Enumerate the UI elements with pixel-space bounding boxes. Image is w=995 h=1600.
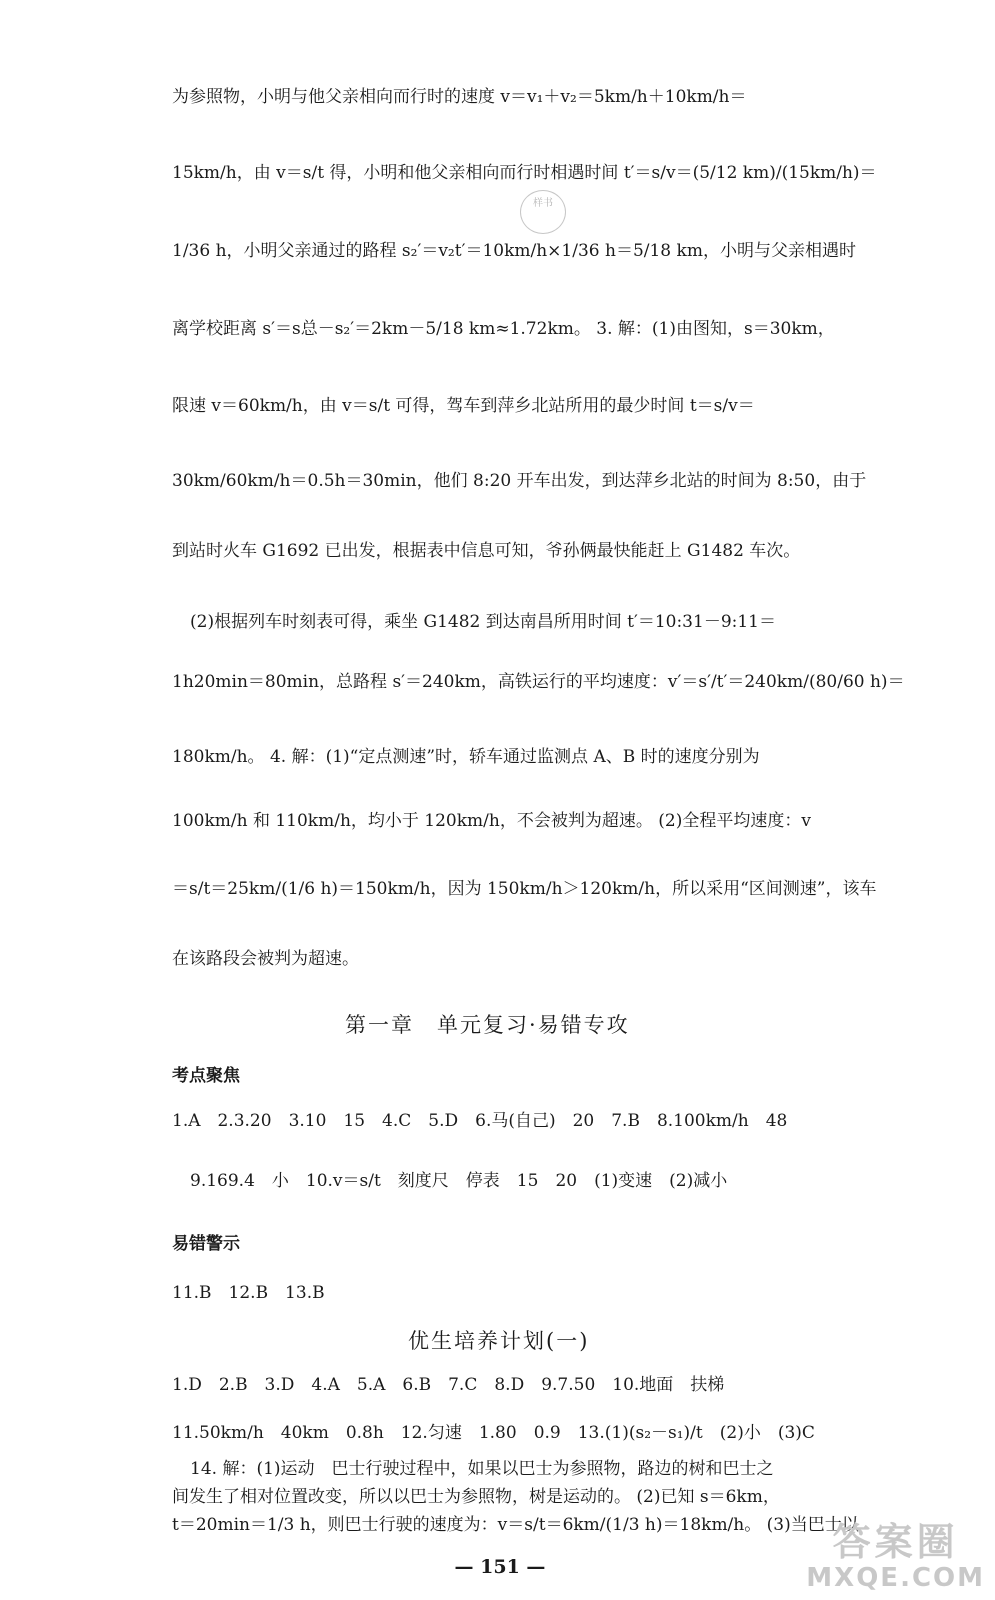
watermark-line1: 答案圈 [832,1520,959,1564]
text-line: 1/36 h，小明父亲通过的路程 s₂′＝v₂t′＝10km/h×1/36 h＝5/18 km，小明与父亲相遇时 [172,241,856,261]
watermark-line2: MXQE.COM [806,1563,985,1593]
text-line: 为参照物，小明与他父亲相向而行时的速度 v＝v₁＋v₂＝5km/h＋10km/h＝ [172,87,747,107]
answer-line: t＝20min＝1/3 h，则巴士行驶的速度为：v＝s/t＝6km/(1/3 h)＝18km/h。 (3)当巴士以 [172,1515,859,1535]
answer-line: 11.B 12.B 13.B [172,1283,325,1303]
answer-line: 1.D 2.B 3.D 4.A 5.A 6.B 7.C 8.D 9.7.50 10.地面 扶梯 [172,1375,725,1395]
section-title: 优生培养计划(一) [408,1329,590,1353]
section-title: 第一章 单元复习·易错专攻 [345,1013,630,1037]
text-line: ＝s/t＝25km/(1/6 h)＝150km/h，因为 150km/h＞120km/h，所以采用“区间测速”，该车 [172,879,877,899]
book-stamp [520,190,566,234]
answer-line: 间发生了相对位置改变，所以以巴士为参照物，树是运动的。 (2)已知 s＝6km， [172,1487,780,1507]
watermark-logo [806,1520,985,1592]
subsection-heading: 易错警示 [172,1234,240,1254]
text-line: (2)根据列车时刻表可得，乘坐 G1482 到达南昌所用时间 t′＝10:31－9:11＝ [190,612,776,632]
text-line: 在该路段会被判为超速。 [172,949,359,969]
subsection-heading: 考点聚焦 [172,1066,240,1086]
text-line: 限速 v＝60km/h，由 v＝s/t 可得，驾车到萍乡北站所用的最少时间 t＝s/v＝ [172,396,755,416]
stamp-text: 样书 [533,198,553,209]
text-line: 15km/h，由 v＝s/t 得，小明和他父亲相向而行时相遇时间 t′＝s/v＝(5/12 km)/(15km/h)＝ [172,163,877,183]
page-number: — 151 — [454,1556,546,1578]
text-line: 100km/h 和 110km/h，均小于 120km/h，不会被判为超速。 (2)全程平均速度：v [172,811,811,831]
answer-line: 14. 解：(1)运动 巴士行驶过程中，如果以巴士为参照物，路边的树和巴士之 [190,1459,774,1479]
text-line: 到站时火车 G1692 已出发，根据表中信息可知，爷孙俩最快能赶上 G1482 车次。 [172,541,801,561]
text-line: 180km/h。 4. 解：(1)“定点测速”时，轿车通过监测点 A、B 时的速度分别为 [172,747,760,767]
text-line: 离学校距离 s′＝s总－s₂′＝2km－5/18 km≈1.72km。 3. 解：(1)由图知，s＝30km， [172,319,835,339]
answer-line: 1.A 2.3.20 3.10 15 4.C 5.D 6.马(自己) 20 7.B 8.100km/h 48 [172,1111,788,1131]
text-line: 1h20min＝80min，总路程 s′＝240km，高铁运行的平均速度：v′＝s′/t′＝240km/(80/60 h)＝ [172,672,905,692]
text-line: 30km/60km/h＝0.5h＝30min，他们 8:20 开车出发，到达萍乡北站的时间为 8:50，由于 [172,471,867,491]
answer-line: 9.169.4 小 10.v＝s/t 刻度尺 停表 15 20 (1)变速 (2)减小 [190,1171,728,1191]
answer-line: 11.50km/h 40km 0.8h 12.匀速 1.80 0.9 13.(1)(s₂－s₁)/t (2)小 (3)C [172,1423,815,1443]
